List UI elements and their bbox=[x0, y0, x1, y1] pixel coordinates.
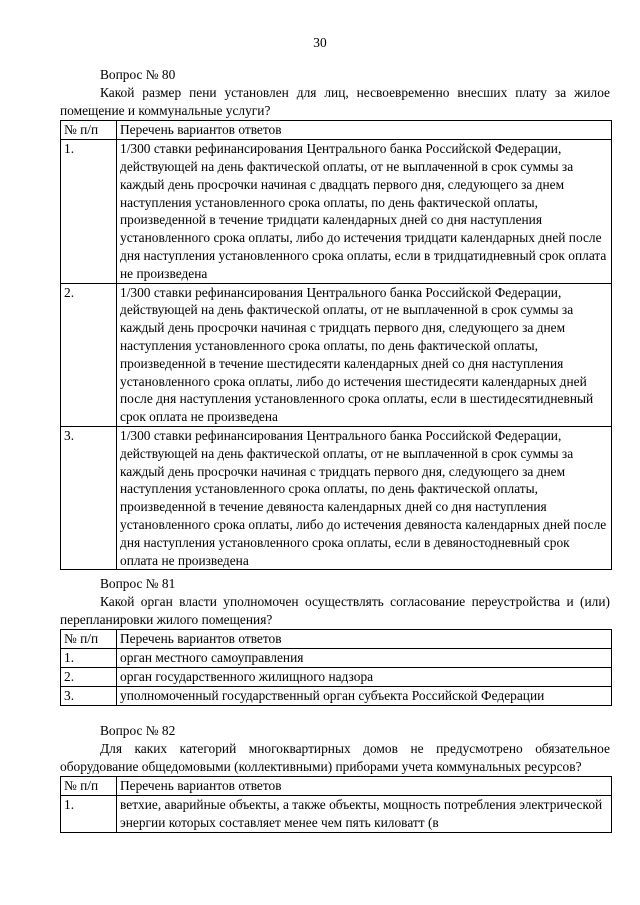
table-header-row bbox=[61, 630, 612, 649]
table-row bbox=[61, 649, 612, 668]
answer-text: ветхие, аварийные объекты, а также объекты, мощность потребления электрической энергии которых составляет менее чем пять киловатт (в bbox=[117, 796, 612, 833]
answer-text: 1/300 ставки рефинансирования Центрального банка Российской Федерации, действующей на день фактической оплаты, от не выплаченной в срок суммы за каждый день просрочки начиная с двадцать первого дня, следующего за днем наступления установленного срока оплаты, по день фактической оплаты, произведенной в течение тридцати календарных дней со дня наступления установленного срока оплаты, либо до истечения тридцати календарных дней после дня наступления установленного срока оплаты, если в тридцатидневный срок оплата не произведена bbox=[117, 140, 612, 283]
header-num: № п/п bbox=[61, 777, 117, 796]
header-num: № п/п bbox=[61, 121, 117, 140]
answer-number: 1. bbox=[61, 649, 117, 668]
header-options: Перечень вариантов ответов bbox=[117, 121, 612, 140]
answer-number: 2. bbox=[61, 667, 117, 686]
table-row bbox=[61, 796, 612, 833]
question-82 bbox=[60, 722, 610, 833]
question-text: Для каких категорий многоквартирных домов не предусмотрено обязательное оборудование общедомовыми (коллективными) приборами учета коммунальных ресурсов? bbox=[60, 740, 610, 774]
question-title: Вопрос № 80 bbox=[100, 67, 176, 82]
answers-table bbox=[60, 629, 612, 705]
question-title: Вопрос № 81 bbox=[100, 576, 176, 591]
header-num: № п/п bbox=[61, 630, 117, 649]
table-row bbox=[61, 140, 612, 283]
answer-number: 1. bbox=[61, 140, 117, 283]
question-title: Вопрос № 82 bbox=[100, 723, 176, 738]
answer-text: орган местного самоуправления bbox=[117, 649, 612, 668]
answer-number: 2. bbox=[61, 283, 117, 426]
question-text: Какой размер пени установлен для лиц, несвоевременно внесших плату за жилое помещение и коммунальные услуги? bbox=[60, 84, 610, 118]
answers-table bbox=[60, 776, 612, 832]
header-options: Перечень вариантов ответов bbox=[117, 777, 612, 796]
table-header-row bbox=[61, 777, 612, 796]
answer-text: 1/300 ставки рефинансирования Центрального банка Российской Федерации, действующей на день фактической оплаты, от не выплаченной в срок суммы за каждый день просрочки начиная с тридцать первого дня, следующего за днем наступления установленного срока оплаты, по день фактической оплаты, произведенной в течение девяноста календарных дней со дня наступления установленного срока оплаты, либо до истечения девяноста календарных дней после дня наступления установленного срока оплаты, если в девяностодневный срок оплата не произведена bbox=[117, 426, 612, 569]
question-text: Какой орган власти уполномочен осуществлять согласование переустройства и (или) перепланировки жилого помещения? bbox=[60, 593, 610, 627]
table-header-row bbox=[61, 121, 612, 140]
answers-table bbox=[60, 120, 612, 570]
answer-number: 3. bbox=[61, 426, 117, 569]
answer-text: уполномоченный государственный орган субъекта Российской Федерации bbox=[117, 686, 612, 705]
question-81 bbox=[60, 575, 610, 706]
table-row bbox=[61, 426, 612, 569]
answer-text: орган государственного жилищного надзора bbox=[117, 667, 612, 686]
question-80 bbox=[60, 66, 610, 570]
answer-number: 3. bbox=[61, 686, 117, 705]
answer-number: 1. bbox=[61, 796, 117, 833]
header-options: Перечень вариантов ответов bbox=[117, 630, 612, 649]
answer-text: 1/300 ставки рефинансирования Центрального банка Российской Федерации, действующей на день фактической оплаты, от не выплаченной в срок суммы за каждый день просрочки начиная с тридцать первого дня, следующего за днем наступления установленного срока оплаты, по день фактической оплаты, произведенной в течение шестидесяти календарных дней со дня наступления установленного срока оплаты, либо до истечения шестидесяти календарных дней после дня наступления установленного срока оплаты, если в шестидесятидневный срок оплата не произведена bbox=[117, 283, 612, 426]
page-number: 30 bbox=[313, 35, 327, 50]
table-row bbox=[61, 283, 612, 426]
table-row bbox=[61, 686, 612, 705]
table-row bbox=[61, 667, 612, 686]
